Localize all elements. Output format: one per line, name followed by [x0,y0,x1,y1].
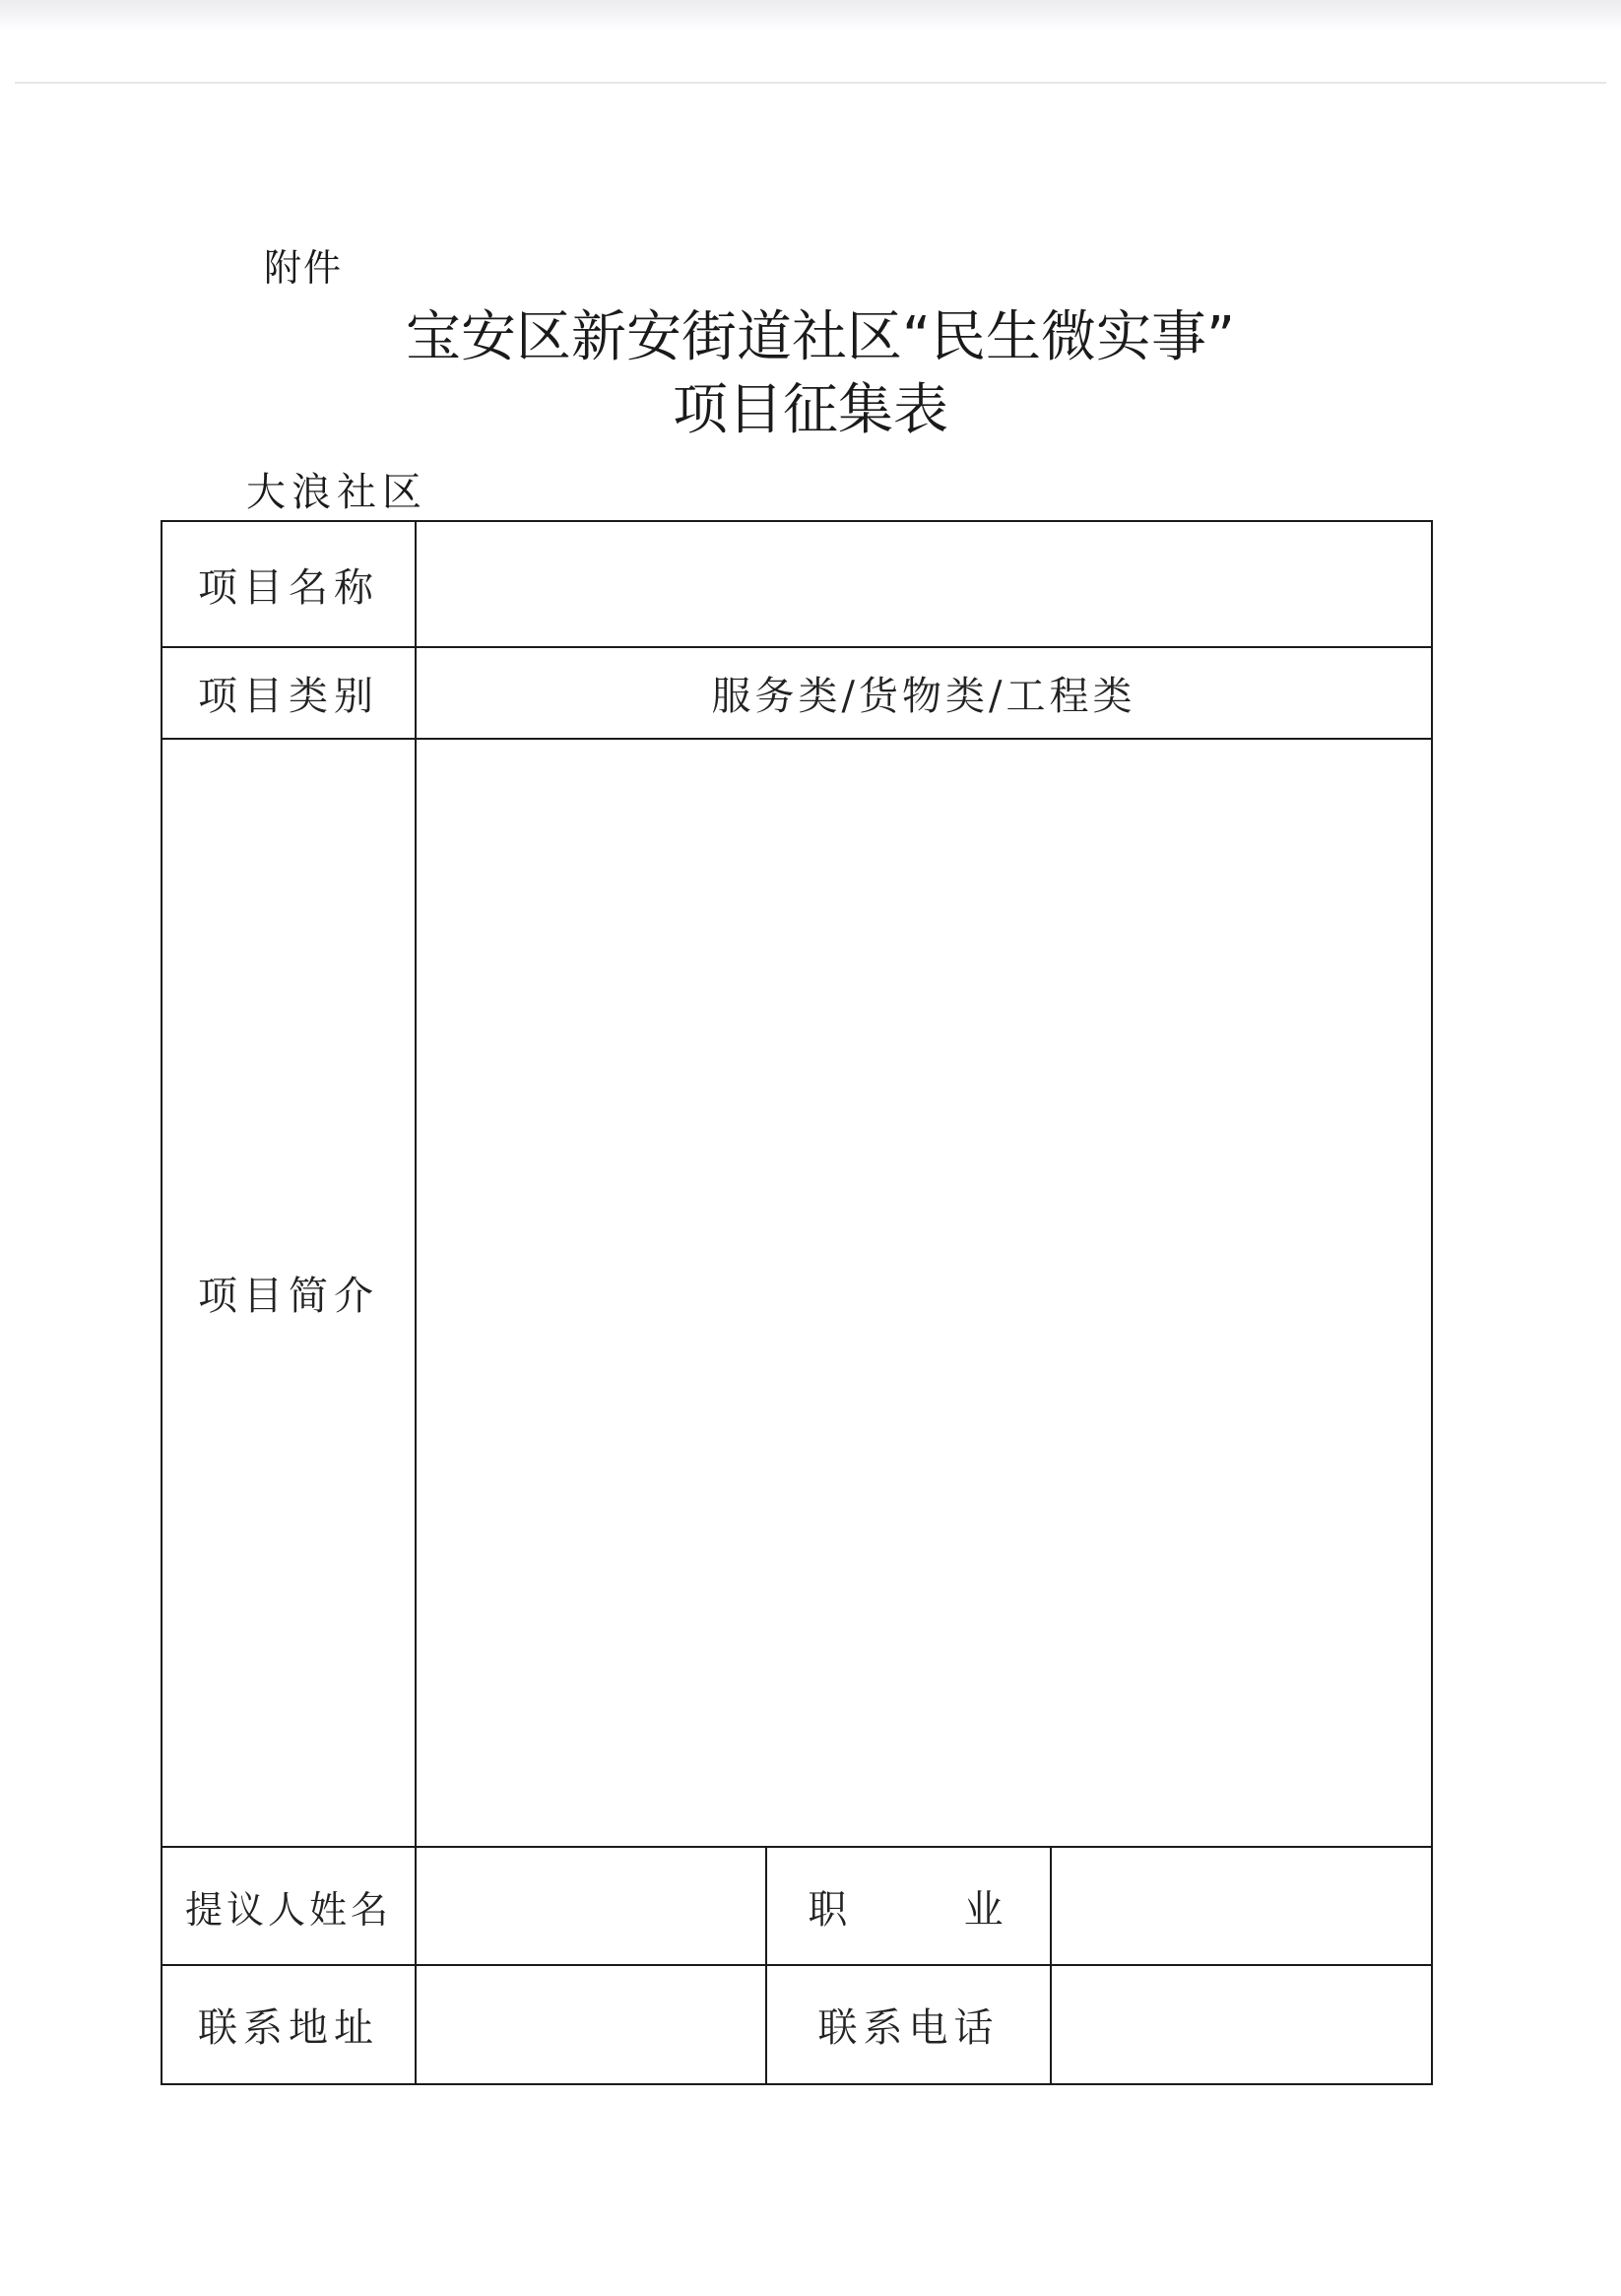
project-intro-label: 项目简介 [198,1274,379,1319]
occupation-field[interactable] [1052,1848,1431,1964]
proposer-name-field[interactable] [417,1848,765,1964]
contact-phone-field[interactable] [1052,1966,1431,2083]
contact-phone-label: 联系电话 [817,2005,1000,2051]
page-title-line2: 项目征集表 [673,378,948,442]
project-name-field[interactable] [417,522,1431,646]
project-intro-field[interactable] [417,740,1431,1846]
occupation-label [767,1848,1050,1964]
project-category-options[interactable]: 服务类/货物类/工程类 [711,674,1136,719]
attachment-label: 附件 [264,246,344,290]
project-collection-form [161,520,1433,2085]
contact-address-field[interactable] [417,1966,765,2083]
contact-address-label: 联系地址 [198,2005,379,2051]
proposer-name-label: 提议人姓名 [184,1887,392,1932]
occupation-label-text: 职 业 [808,1886,1009,1933]
scan-artifact-line [15,82,1606,84]
project-name-label: 项目名称 [198,564,379,611]
project-category-label: 项目类别 [198,674,379,719]
community-name: 大浪社区 [246,470,427,515]
page-title-line1: 宝安区新安街道社区“民生微实事” [405,305,1236,369]
scan-top-edge [0,0,1621,30]
